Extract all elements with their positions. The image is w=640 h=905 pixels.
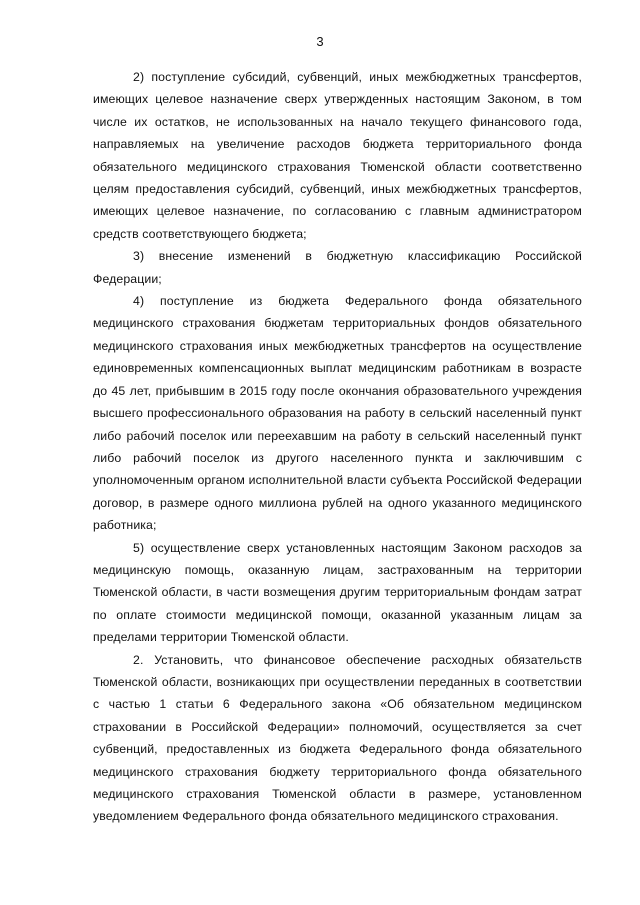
page-number: 3	[316, 34, 324, 49]
paragraph-item-2-receipt-of-subsidies: 2) поступление субсидий, субвенций, иных межбюджетных трансфертов, имеющих целевое назначение сверх утвержденных настоящим Законом, в том числе их остатков, не использованных на начало текущего финансового года, направляемых на увеличение расходов бюджета территориального фонда обязательного медицинского страхования Тюменской области соответственно целям предоставления субсидий, субвенций, иных межбюджетных трансфертов, имеющих целевое назначение, по согласованию с главным администратором средств соответствующего бюджета;	[93, 70, 582, 241]
paragraph-item-4-federal-fund-transfers: 4) поступление из бюджета Федерального фонда обязательного медицинского страхования бюджетам территориальных фондов обязательного медицинского страхования иных межбюджетных трансфертов на осуществление единовременных компенсационных выплат медицинским работникам в возрасте до 45 лет, прибывшим в 2015 году после окончания образовательного учреждения высшего профессионального образования на работу в сельский населенный пункт либо рабочий поселок или переехавшим на работу в сельский населенный пункт либо рабочий поселок из другого населенного пункта и заключившим с уполномоченным органом исполнительной власти субъекта Российской Федерации договор, в размере одного миллиона рублей на одного указанного медицинского работника;	[93, 294, 582, 533]
paragraph-item-3-budget-classification: 3) внесение изменений в бюджетную классификацию Российской Федерации;	[93, 249, 582, 286]
paragraph-clause-2-financial-provision: 2. Установить, что финансовое обеспечение расходных обязательств Тюменской области, возникающих при осуществлении переданных в соответствии с частью 1 статьи 6 Федерального закона «Об обязательном медицинском страховании в Российской Федерации» полномочий, осуществляется за счет субвенций, предоставленных из бюджета Федерального фонда обязательного медицинского страхования бюджету территориального фонда обязательного медицинского страхования Тюменской области в размере, установленном уведомлением Федерального фонда обязательного медицинского страхования.	[93, 652, 582, 824]
document-body	[93, 66, 582, 828]
paragraph-item-5-medical-care-expenses: 5) осуществление сверх установленных настоящим Законом расходов за медицинскую помощь, оказанную лицам, застрахованным на территории Тюменской области, в части возмещения другим территориальным фондам затрат по оплате стоимости медицинской помощи, оказанной указанным лицам за пределами территории Тюменской области.	[93, 540, 582, 645]
